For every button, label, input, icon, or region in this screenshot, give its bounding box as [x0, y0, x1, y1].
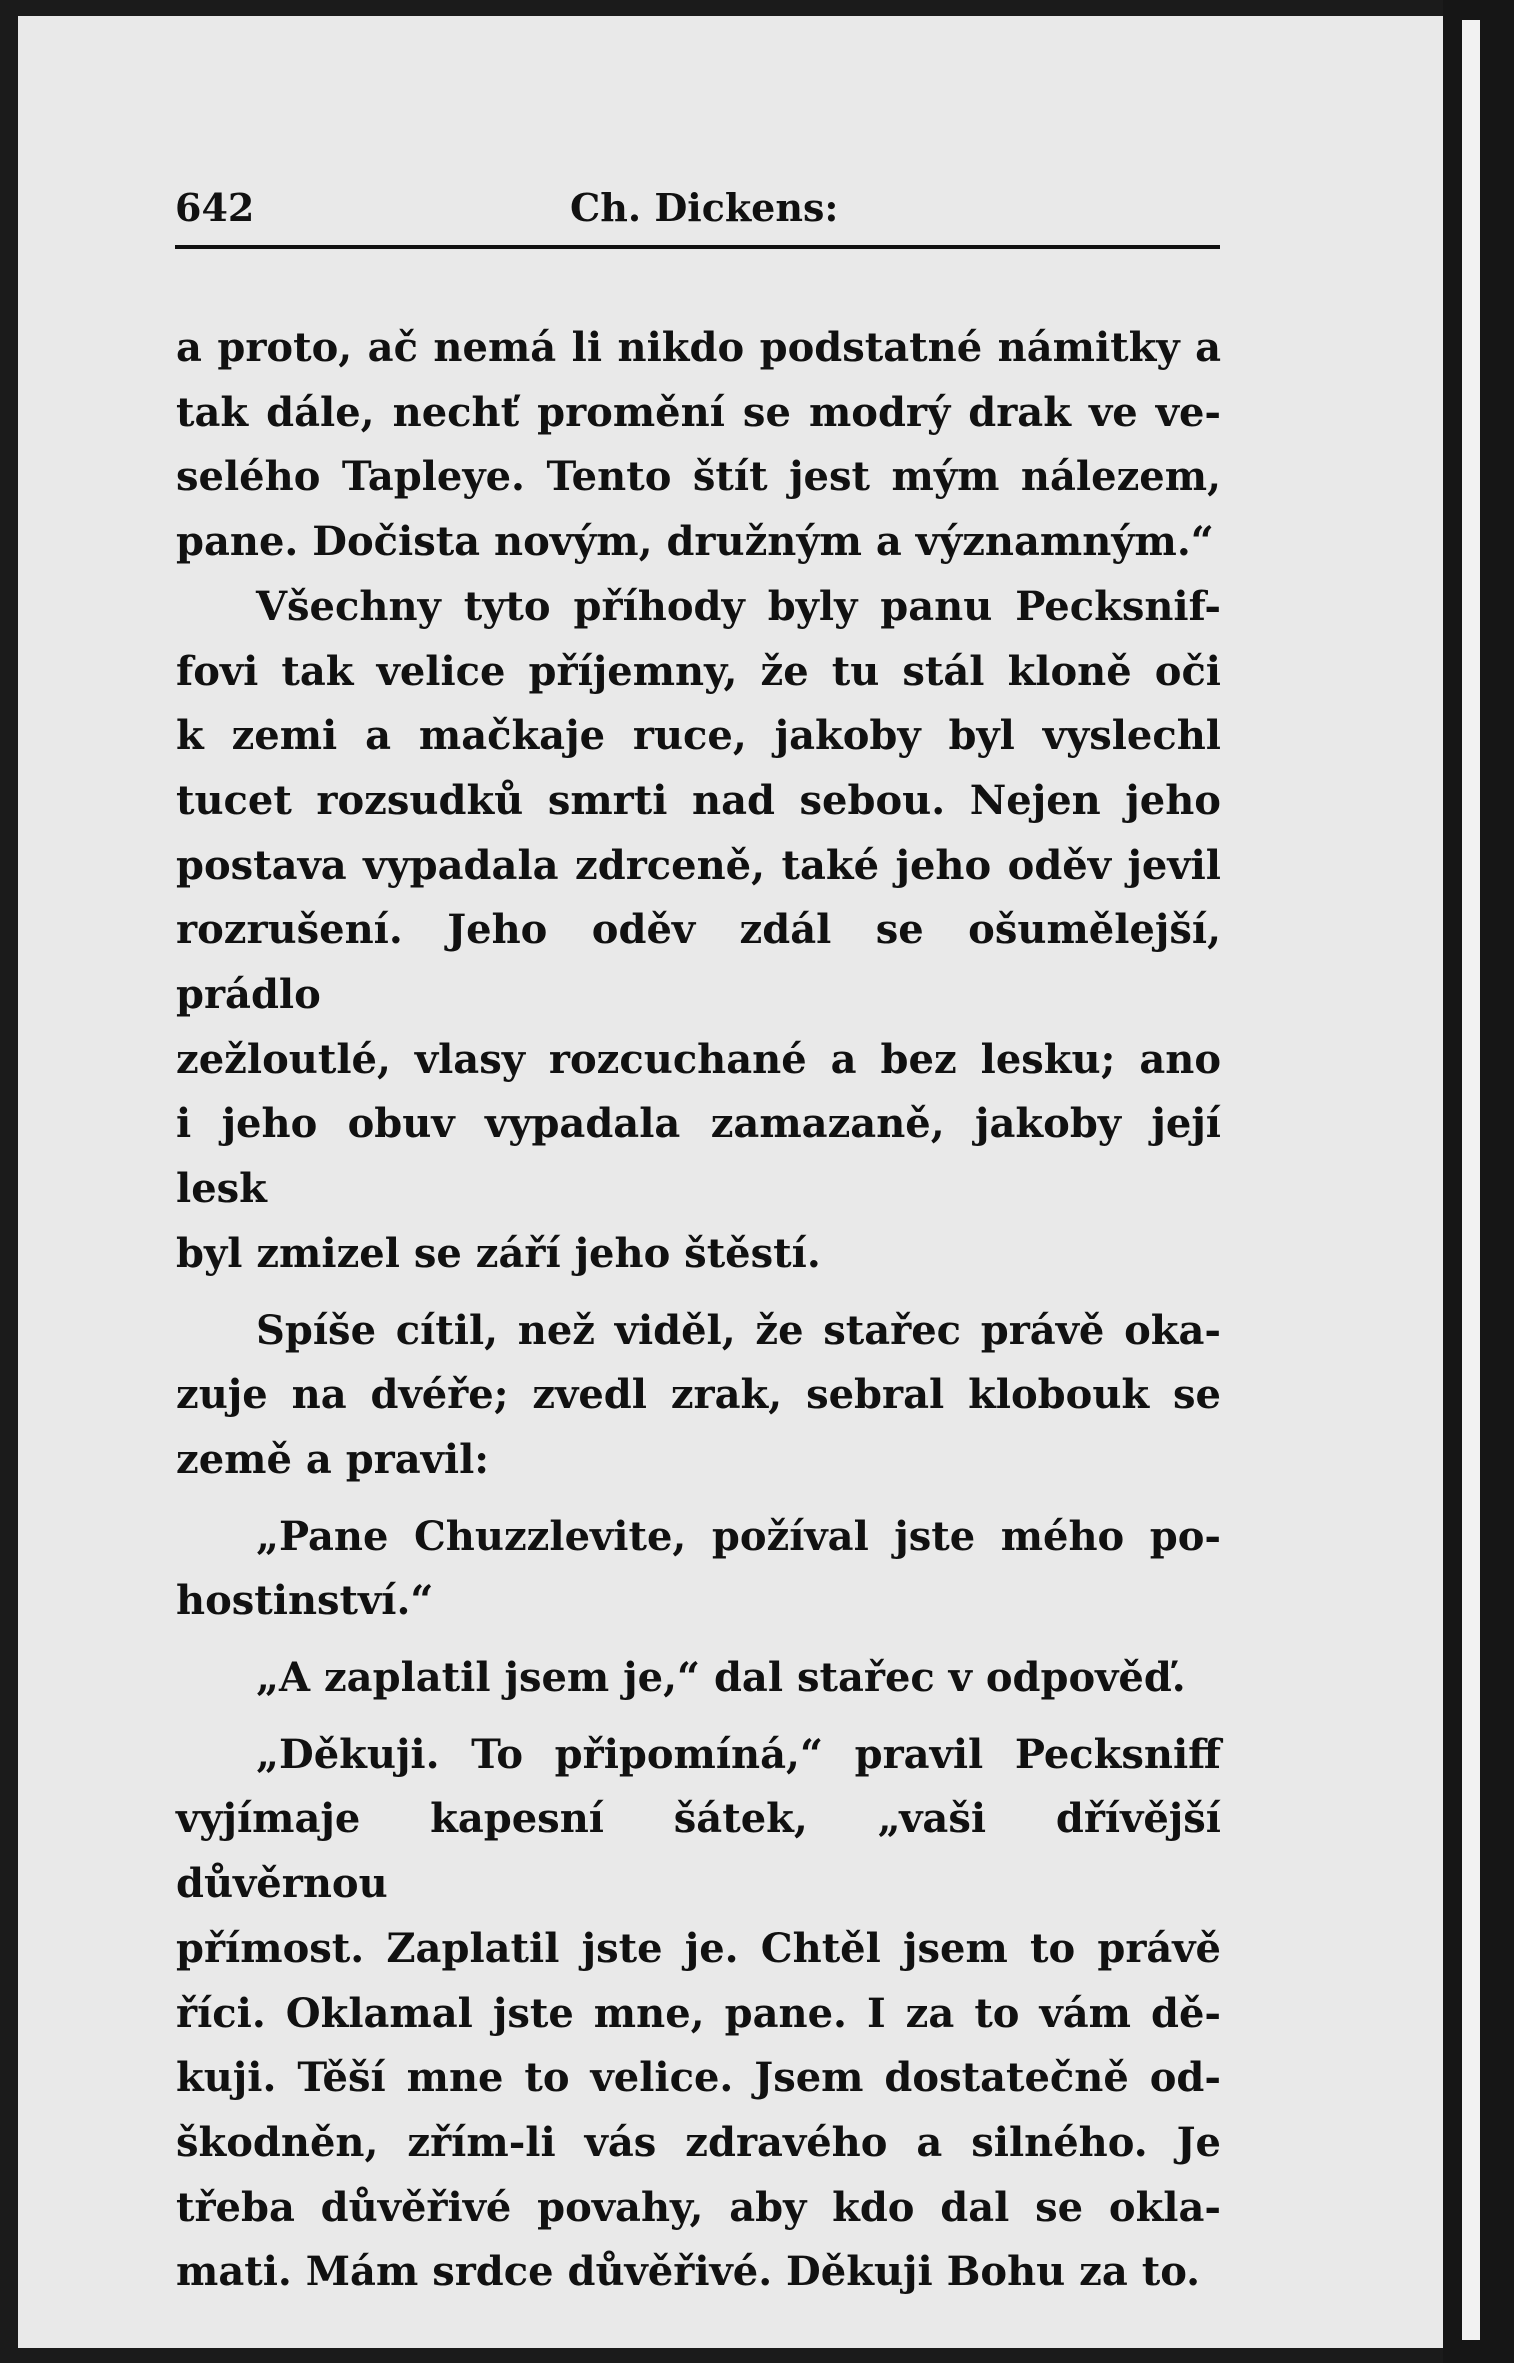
- paragraph: [176, 1723, 1221, 2305]
- text-line: třeba důvěřivé povahy, aby kdo dal se okla-: [176, 2183, 1221, 2231]
- header-rule: [175, 245, 1220, 249]
- text-line: zuje na dvéře; zvedl zrak, sebral klobouk se: [176, 1371, 1221, 1419]
- text-line: pane. Dočista novým, družným a významným.“: [176, 518, 1214, 566]
- text-line: tak dále, nechť promění se modrý drak ve ve-: [176, 388, 1221, 436]
- text-line: i jeho obuv vypadala zamazaně, jakoby její lesk: [176, 1100, 1221, 1213]
- text-line: k zemi a mačkaje ruce, jakoby byl vyslechl: [176, 712, 1221, 760]
- text-line: rozrušení. Jeho oděv zdál se ošumělejší, prádlo: [176, 906, 1221, 1019]
- text-line: hostinství.“: [176, 1577, 434, 1625]
- text-line: tucet rozsudků smrti nad sebou. Nejen jeho: [176, 776, 1221, 824]
- text-line: fovi tak velice příjemny, že tu stál kloně oči: [176, 647, 1221, 695]
- text-line: a proto, ač nemá li nikdo podstatné námitky a: [176, 324, 1221, 371]
- page-number: 642: [175, 185, 255, 230]
- paragraph: [176, 1646, 1221, 1711]
- text-line: přímost. Zaplatil jste je. Chtěl jsem to právě: [176, 1924, 1221, 1972]
- text-line: „A zaplatil jsem je,“ dal stařec v odpověď.: [256, 1654, 1186, 1702]
- paragraph: [176, 575, 1221, 1287]
- text-line: mati. Mám srdce důvěřivé. Děkuji Bohu za to.: [176, 2248, 1201, 2296]
- text-line: byl zmizel se září jeho štěstí.: [176, 1229, 821, 1277]
- text-line: postava vypadala zdrceně, také jeho oděv jevil: [176, 841, 1221, 889]
- text-line: selého Tapleye. Tento štít jest mým nálezem,: [176, 453, 1221, 501]
- text-line: zežloutlé, vlasy rozcuchané a bez lesku; ano: [176, 1035, 1221, 1083]
- paragraph: [176, 1505, 1221, 1634]
- body-text: [176, 316, 1221, 2305]
- paragraph: [176, 1299, 1221, 1493]
- running-title: Ch. Dickens:: [570, 185, 839, 230]
- paragraph: [176, 316, 1221, 575]
- running-head: [175, 185, 1220, 235]
- text-line: „Pane Chuzzlevite, požíval jste mého po-: [256, 1512, 1221, 1560]
- text-line: Spíše cítil, než viděl, že stařec právě oka-: [256, 1306, 1221, 1354]
- page-edge-strip: [1462, 20, 1480, 2340]
- text-line: „Děkuji. To připomíná,“ pravil Pecksniff: [256, 1730, 1221, 1778]
- text-line: Všechny tyto příhody byly panu Pecksnif-: [256, 582, 1221, 630]
- text-line: vyjímaje kapesní šátek, „vaši dřívější důvěrnou: [176, 1795, 1221, 1908]
- text-line: říci. Oklamal jste mne, pane. I za to vám dě-: [176, 1989, 1221, 2037]
- text-line: kuji. Těší mne to velice. Jsem dostatečně od-: [176, 2054, 1221, 2102]
- text-line: země a pravil:: [176, 1435, 490, 1483]
- text-line: škodněn, zřím-li vás zdravého a silného. Je: [176, 2118, 1221, 2166]
